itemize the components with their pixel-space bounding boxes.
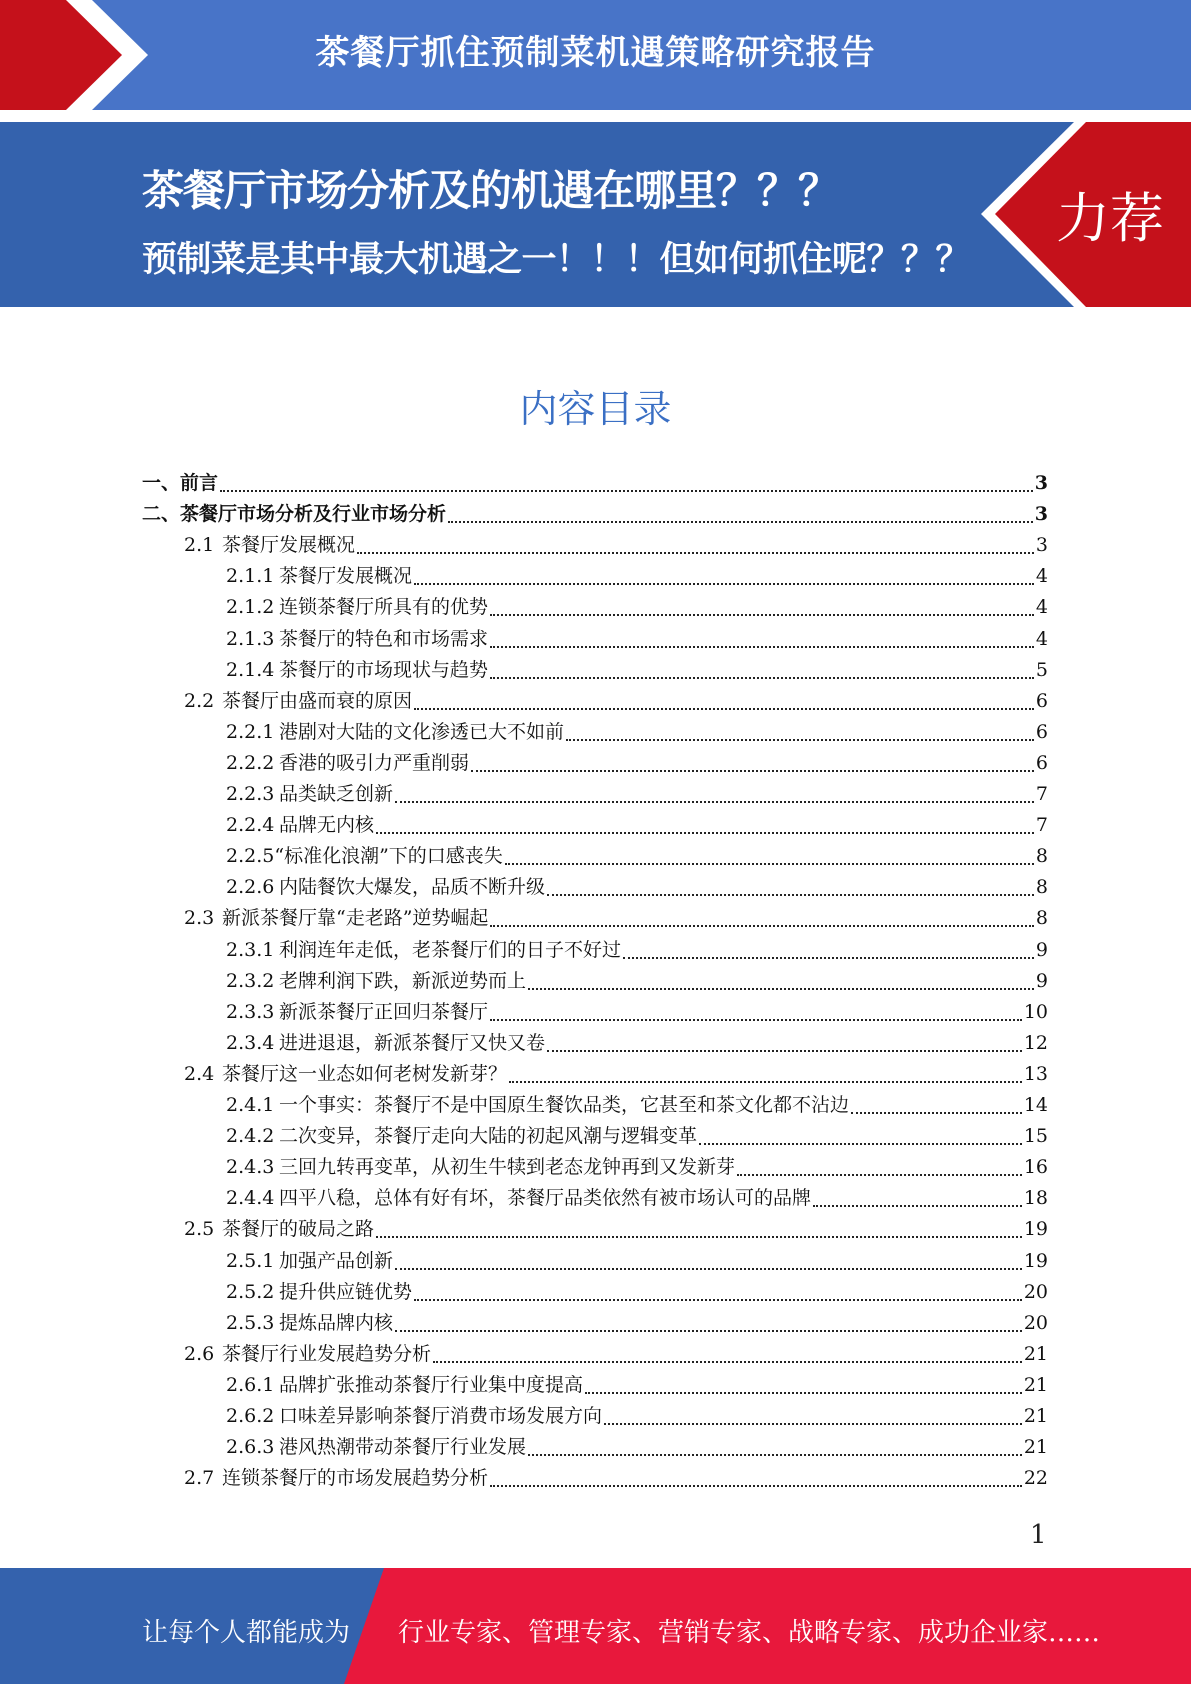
toc-dot-leader <box>547 893 1034 896</box>
toc-entry[interactable] <box>226 1152 1048 1183</box>
toc-dot-leader <box>414 1298 1022 1301</box>
toc-entry-number: 2.6.1 <box>226 1373 275 1396</box>
toc-entry-page: 20 <box>1023 1280 1048 1303</box>
toc-entry-number: 2.2.2 <box>226 751 275 774</box>
toc-entry[interactable] <box>226 779 1048 810</box>
toc-entry[interactable] <box>226 1090 1048 1121</box>
toc-dot-leader <box>505 862 1034 865</box>
toc-entry[interactable] <box>226 1121 1048 1152</box>
toc-entry-number: 2.4 <box>184 1062 215 1085</box>
page-number: 1 <box>1030 1520 1047 1550</box>
toc-entry-number: 2.3 <box>184 907 215 930</box>
toc-entry-page: 7 <box>1035 783 1048 805</box>
toc-dot-leader <box>813 1204 1022 1207</box>
toc-dot-leader <box>448 520 1033 523</box>
toc-entry-title: 利润连年走低，老茶餐厅们的日子不好过 <box>279 938 622 961</box>
toc-entry-title: 新派茶餐厅正回归茶餐厅 <box>279 1000 489 1023</box>
toc-entry[interactable] <box>226 1308 1048 1339</box>
toc-entry-page: 21 <box>1023 1436 1048 1459</box>
toc-entry-title: 口味差异影响茶餐厅消费市场发展方向 <box>279 1405 603 1427</box>
toc-entry-title: 老牌利润下跌，新派逆势而上 <box>279 969 527 992</box>
toc-entry-title: 品牌无内核 <box>279 814 375 837</box>
toc-entry-page: 6 <box>1035 720 1048 743</box>
toc-entry-number: 2.2.6 <box>226 876 275 899</box>
toc-entry[interactable] <box>226 1277 1048 1308</box>
toc-entry-title: 四平八稳，总体有好有坏，茶餐厅品类依然有被市场认可的品牌 <box>279 1187 812 1210</box>
toc-entry-title: 茶餐厅发展概况 <box>222 534 356 557</box>
toc-entry-title: 茶餐厅行业发展趋势分析 <box>222 1342 432 1365</box>
toc-entry-number: 2.3.4 <box>226 1031 275 1054</box>
toc-entry-number: 2.4.2 <box>226 1125 275 1148</box>
toc-dot-leader <box>490 613 1034 616</box>
footer-slogan-right: 行业专家、管理专家、营销专家、战略专家、成功企业家…… <box>398 1618 1101 1648</box>
toc-entry-number: 2.1.1 <box>226 565 275 588</box>
toc-entry[interactable] <box>226 1028 1048 1059</box>
toc-entry-page: 3 <box>1034 472 1048 494</box>
toc-entry-title: 香港的吸引力严重削弱 <box>279 751 470 774</box>
toc-entry[interactable] <box>226 748 1048 779</box>
toc-entry-title: 内陆餐饮大爆发，品质不断升级 <box>279 876 546 899</box>
toc-entry-page: 6 <box>1035 751 1048 774</box>
toc-entry-page: 10 <box>1023 1000 1048 1023</box>
toc-entry-title: 品牌扩张推动茶餐厅行业集中度提高 <box>279 1373 584 1396</box>
toc-entry-page: 5 <box>1035 658 1048 681</box>
toc-entry[interactable] <box>226 1432 1048 1463</box>
toc-entry-page: 8 <box>1035 907 1048 930</box>
toc-dot-leader <box>490 1484 1022 1487</box>
toc-entry-number: 2.6.2 <box>226 1405 275 1427</box>
toc-dot-leader <box>851 1111 1022 1114</box>
toc-entry[interactable] <box>184 903 1048 934</box>
toc-entry-title: 连锁茶餐厅所具有的优势 <box>279 596 489 619</box>
toc-entry-title: 茶餐厅的特色和市场需求 <box>279 627 489 650</box>
toc-dot-leader <box>395 1329 1022 1332</box>
toc-entry-page: 20 <box>1023 1311 1048 1334</box>
toc-dot-leader <box>737 1173 1022 1176</box>
toc-entry-page: 9 <box>1035 969 1048 992</box>
toc-entry-page: 19 <box>1023 1218 1048 1241</box>
toc-entry[interactable] <box>226 717 1048 748</box>
toc-entry-title: 茶餐厅发展概况 <box>279 565 413 588</box>
toc-entry-title: 三回九转再变革，从初生牛犊到老态龙钟再到又发新芽 <box>279 1156 736 1179</box>
toc-entry-number: 2.5.1 <box>226 1249 275 1272</box>
toc-entry-number: 2.6 <box>184 1342 215 1365</box>
toc-entry-number: 2.2.3 <box>226 783 275 805</box>
toc-entry-title: 加强产品创新 <box>279 1249 394 1272</box>
toc-entry[interactable] <box>184 1059 1048 1090</box>
toc-entry-title: 一个事实：茶餐厅不是中国原生餐饮品类，它甚至和茶文化都不沾边 <box>279 1094 850 1116</box>
toc-entry[interactable] <box>184 686 1048 717</box>
toc-entry-title: 提炼品牌内核 <box>279 1311 394 1334</box>
toc-entry[interactable] <box>226 872 1048 903</box>
toc-entry-number: 一、 <box>142 472 181 494</box>
toc-entry-page: 16 <box>1023 1156 1048 1179</box>
toc-dot-leader <box>699 1142 1022 1145</box>
toc-entry-number: 2.5 <box>184 1218 215 1241</box>
report-title: 茶餐厅抓住预制菜机遇策略研究报告 <box>315 33 876 73</box>
toc-entry[interactable] <box>226 592 1048 623</box>
toc-entry-page: 13 <box>1023 1062 1048 1085</box>
toc-entry[interactable] <box>142 499 1048 530</box>
toc-dot-leader <box>528 1453 1022 1456</box>
toc-dot-leader <box>585 1391 1022 1394</box>
toc-entry[interactable] <box>184 530 1048 561</box>
toc-entry-title: 新派茶餐厅靠“走老路”逆势崛起 <box>222 907 489 930</box>
toc-dot-leader <box>395 800 1034 803</box>
toc-entry[interactable] <box>226 997 1048 1028</box>
toc-entry[interactable] <box>226 1401 1048 1432</box>
toc-entry-number: 2.1.4 <box>226 658 275 681</box>
toc-entry-page: 9 <box>1035 938 1048 961</box>
toc-entry-page: 14 <box>1023 1094 1048 1116</box>
toc-dot-leader <box>509 1080 1022 1083</box>
toc-entry-page: 7 <box>1035 814 1048 837</box>
footer-slogan-left: 让每个人都能成为 <box>142 1618 351 1648</box>
toc-entry[interactable] <box>226 935 1048 966</box>
toc-entry-page: 19 <box>1023 1249 1048 1272</box>
toc-dot-leader <box>433 1360 1022 1363</box>
toc-entry-page: 21 <box>1023 1405 1048 1427</box>
toc-dot-leader <box>566 738 1034 741</box>
toc-dot-leader <box>490 1018 1022 1021</box>
toc-entry-page: 12 <box>1023 1031 1048 1054</box>
recommend-badge: 力荐 <box>1056 187 1164 250</box>
toc-entry-number: 2.2.4 <box>226 814 275 837</box>
toc-entry-page: 6 <box>1035 689 1048 712</box>
toc-entry-page: 18 <box>1023 1187 1048 1210</box>
toc-entry-number: 2.3.2 <box>226 969 275 992</box>
toc-entry-title: 品类缺乏创新 <box>279 783 394 805</box>
toc-dot-leader <box>490 676 1034 679</box>
toc-entry-title: 连锁茶餐厅的市场发展趋势分析 <box>222 1467 489 1490</box>
toc-dot-leader <box>490 645 1034 648</box>
toc-entry-number: 2.5.2 <box>226 1280 275 1303</box>
toc-entry-page: 15 <box>1023 1125 1048 1148</box>
toc-entry[interactable] <box>226 810 1048 841</box>
toc-dot-leader <box>357 551 1034 554</box>
toc-dot-leader <box>376 1235 1022 1238</box>
toc-dot-leader <box>471 769 1034 772</box>
banner-headline: 茶餐厅市场分析及的机遇在哪里？？？ <box>142 166 840 215</box>
toc-entry-title: 港风热潮带动茶餐厅行业发展 <box>279 1436 527 1459</box>
toc-entry-number: 2.2.5 <box>226 845 275 868</box>
toc-entry-number: 2.7 <box>184 1467 215 1490</box>
toc-entry[interactable] <box>184 1214 1048 1245</box>
toc-dot-leader <box>414 707 1034 710</box>
toc-entry-number: 2.4.4 <box>226 1187 275 1210</box>
toc-entry[interactable] <box>226 1246 1048 1277</box>
toc-entry[interactable] <box>142 468 1048 499</box>
toc-entry-number: 2.6.3 <box>226 1436 275 1459</box>
toc-entry-title: 进进退退，新派茶餐厅又快又卷 <box>279 1031 546 1054</box>
toc-entry-page: 8 <box>1035 845 1048 868</box>
toc-entry[interactable] <box>226 841 1048 872</box>
toc-entry-number: 2.3.1 <box>226 938 275 961</box>
toc-entry-number: 2.1 <box>184 534 215 557</box>
banner-subheadline: 预制菜是其中最大机遇之一！！！但如何抓住呢？？？ <box>142 240 971 280</box>
toc-entry-title: 提升供应链优势 <box>279 1280 413 1303</box>
toc-dot-leader <box>376 831 1034 834</box>
toc-entry-title: 茶餐厅市场分析及行业市场分析 <box>180 503 447 526</box>
toc-entry-title: 港剧对大陆的文化渗透已大不如前 <box>279 720 565 743</box>
toc-entry[interactable] <box>226 561 1048 592</box>
toc-entry-title: 茶餐厅的市场现状与趋势 <box>279 658 489 681</box>
toc-dot-leader <box>604 1422 1022 1425</box>
toc-dot-leader <box>414 582 1034 585</box>
toc-entry-title: “标准化浪潮”下的口感丧失 <box>274 845 503 868</box>
top-title-bar <box>0 0 1191 110</box>
toc-entry[interactable] <box>226 1370 1048 1401</box>
toc-entry-page: 21 <box>1023 1342 1048 1365</box>
toc-entry-number: 2.1.2 <box>226 596 275 619</box>
toc-entry-page: 4 <box>1035 565 1048 588</box>
toc-entry-number: 二、 <box>142 503 181 526</box>
toc-entry-title: 前言 <box>180 472 219 494</box>
toc-entry-page: 21 <box>1023 1373 1048 1396</box>
toc-entry-number: 2.3.3 <box>226 1000 275 1023</box>
toc-entry[interactable] <box>184 1339 1048 1370</box>
toc-entry-page: 22 <box>1023 1467 1048 1490</box>
toc-entry-number: 2.2 <box>184 689 215 712</box>
toc-dot-leader <box>547 1049 1022 1052</box>
toc-dot-leader <box>395 1267 1022 1270</box>
toc-heading: 内容目录 <box>519 387 672 431</box>
toc-entry-page: 8 <box>1035 876 1048 899</box>
toc-dot-leader <box>528 987 1034 990</box>
toc-entry[interactable] <box>226 655 1048 686</box>
toc-entry-number: 2.2.1 <box>226 720 275 743</box>
toc-entry[interactable] <box>226 966 1048 997</box>
toc-entry[interactable] <box>184 1463 1048 1494</box>
toc-entry-number: 2.5.3 <box>226 1311 275 1334</box>
toc-dot-leader <box>623 956 1034 959</box>
toc-entry-page: 4 <box>1035 627 1048 650</box>
toc-entry-number: 2.1.3 <box>226 627 275 650</box>
toc-dot-leader <box>220 489 1033 492</box>
toc-entry-page: 3 <box>1035 534 1048 557</box>
toc-entry-page: 4 <box>1035 596 1048 619</box>
toc-entry-title: 茶餐厅的破局之路 <box>222 1218 375 1241</box>
toc-entry-title: 茶餐厅这一业态如何老树发新芽？ <box>222 1062 508 1085</box>
toc-entry-page: 3 <box>1034 503 1048 526</box>
toc-dot-leader <box>490 924 1033 927</box>
toc-entry[interactable] <box>226 1183 1048 1214</box>
toc-entry-title: 二次变异，茶餐厅走向大陆的初起风潮与逻辑变革 <box>279 1125 698 1148</box>
toc-entry[interactable] <box>226 624 1048 655</box>
toc-entry-title: 茶餐厅由盛而衰的原因 <box>222 689 413 712</box>
toc-entry-number: 2.4.3 <box>226 1156 275 1179</box>
toc-entry-number: 2.4.1 <box>226 1094 275 1116</box>
